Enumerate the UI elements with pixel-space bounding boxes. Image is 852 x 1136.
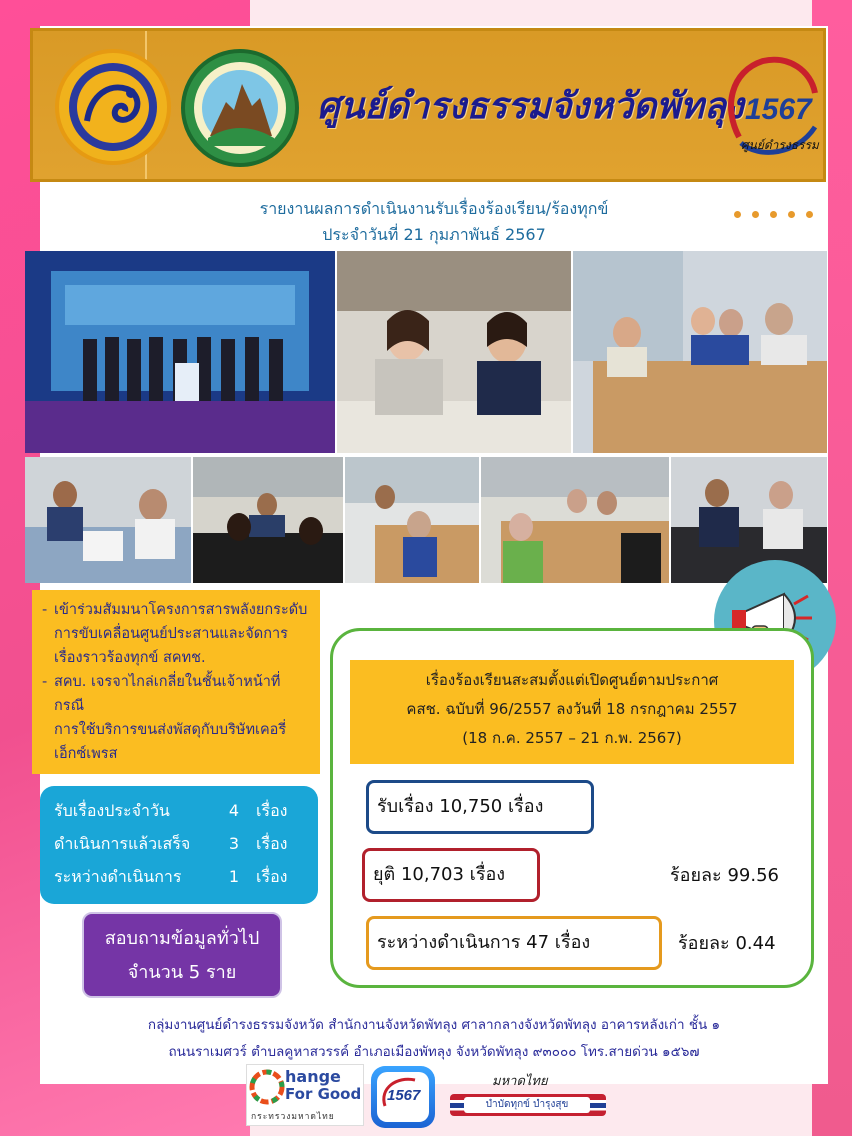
- activity-list: [32, 590, 320, 774]
- provincial-seal-icon: [55, 49, 171, 165]
- stat-in-progress: ระหว่างดำเนินการ 1 เรื่อง: [54, 867, 288, 886]
- damrongdhama-app-icon: [371, 1066, 435, 1128]
- activity-item: - เข้าร่วมสัมมนาโครงการสารพลังยกระดับ การขับเคลื่อนศูนย์ประสานและจัดการ เรื่องราวร้องทุกข์ สคทช.: [42, 602, 308, 666]
- resolved-percentage: ร้อยละ 99.56: [670, 865, 779, 886]
- svg-text:1567: 1567: [745, 93, 812, 126]
- phatthalung-seal-icon: [181, 49, 299, 167]
- activity-item: - สคบ. เจรจาไกล่เกลี่ยในชั้นเจ้าหน้าที่กรณี การใช้บริการขนส่งพัสดุกับบริษัทเคอรี่ เอ็กซ์เพรส: [42, 674, 287, 762]
- report-title: [40, 196, 828, 248]
- photo-officer-desk: [25, 457, 191, 583]
- svg-text:ศูนย์ดำรงธรรม: ศูนย์ดำรงธรรม: [741, 138, 819, 152]
- header-banner: [30, 28, 826, 182]
- photo-seminar-attendees: [337, 251, 571, 453]
- report-date: ประจำวันที่ 21 กุมภาพันธ์ 2567: [322, 225, 546, 244]
- report-title-line1: รายงานผลการดำเนินงานรับเรื่องร้องเรียน/ร้องทุกข์: [259, 199, 609, 218]
- stat-received-today: รับเรื่องประจำวัน 4 เรื่อง: [54, 801, 288, 820]
- header-title: ศูนย์ดำรงธรรมจังหวัดพัทลุง: [317, 85, 744, 127]
- total-received-box: รับเรื่อง 10,750 เรื่อง: [366, 780, 594, 834]
- hotline-1567-logo: [719, 47, 823, 167]
- photo-consultation-2: [345, 457, 479, 583]
- change-for-good-logo: hange For Good กระทรวงมหาดไทย: [246, 1064, 364, 1126]
- ministry-slogan-logo: มหาดไทย บำบัดทุกข์ บำรุงสุข: [448, 1066, 608, 1126]
- photo-meeting-room: [573, 251, 827, 453]
- total-resolved-box: ยุติ 10,703 เรื่อง: [362, 848, 540, 902]
- photo-collage: [25, 251, 827, 583]
- total-pending-box: ระหว่างดำเนินการ 47 เรื่อง: [366, 916, 662, 970]
- pending-percentage: ร้อยละ 0.44: [678, 933, 776, 954]
- footer-address: กลุ่มงานศูนย์ดำรงธรรมจังหวัด สำนักงานจังหวัดพัทลุง ศาลากลางจังหวัดพัทลุง อาคารหลังเก่า ชั้น ๑ ถนนราเมศวร์ ตำบลคูหาสวรรค์ อำเภอเมืองพัทลุง จังหวัดพัทลุง ๙๓๐๐๐ โทร.สายด่วน ๑๕๖๗: [147, 1017, 721, 1060]
- general-inquiry-box: สอบถามข้อมูลทั่วไป จำนวน 5 ราย: [82, 912, 282, 998]
- photo-consultation-1: [193, 457, 343, 583]
- svg-text:1567: 1567: [387, 1087, 421, 1104]
- photo-consultation-3: [481, 457, 669, 583]
- decorative-dots: [734, 203, 824, 213]
- daily-stats: [40, 786, 318, 904]
- stat-completed: ดำเนินการแล้วเสร็จ 3 เรื่อง: [54, 834, 288, 853]
- accumulated-heading: เรื่องร้องเรียนสะสมตั้งแต่เปิดศูนย์ตามประกาศ คสช. ฉบับที่ 96/2557 ลงวันที่ 18 กรกฎาคม 2557 (18 ก.ค. 2557 – 21 ก.พ. 2567): [350, 660, 794, 764]
- photo-seminar-stage: [25, 251, 335, 453]
